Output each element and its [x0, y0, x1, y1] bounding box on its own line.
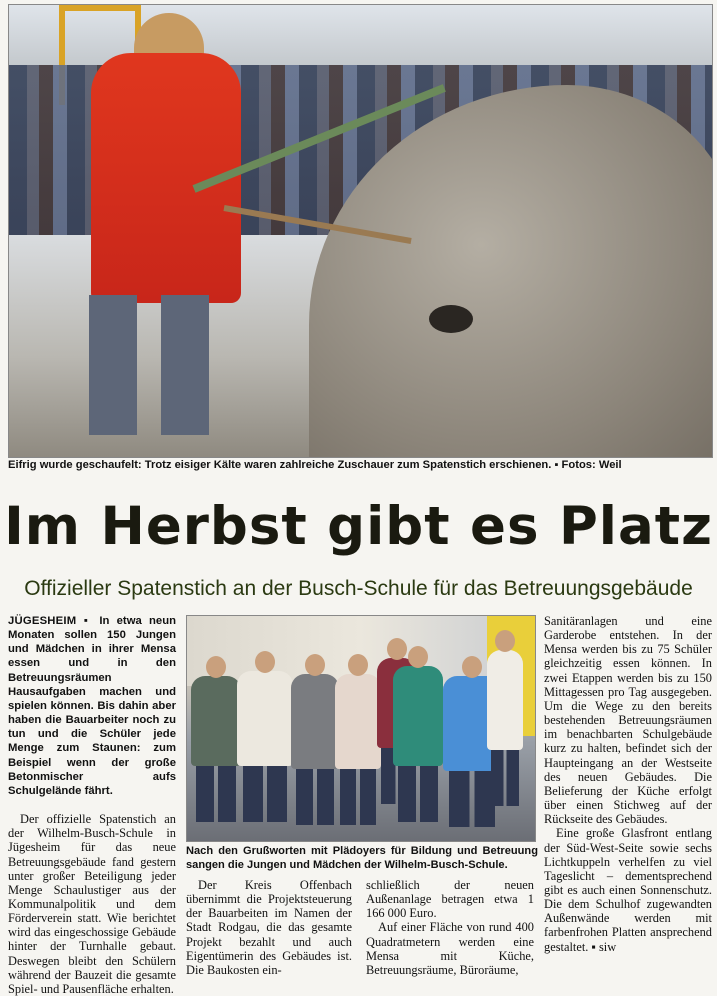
photo-caption: Eifrig wurde geschaufelt: Trotz eisiger Kälte waren zahlreiche Zuschauer zum Spatenstich erschienen. ▪ Fotos: Weil	[8, 459, 622, 471]
headline: Im Herbst gibt es Platz	[4, 496, 713, 557]
paragraph: Auf einer Fläche von rund 400 Quadratmetern werden eine Mensa mit Küche, Betreuungsräume, Büroräume,	[366, 920, 534, 977]
subheadline: Offizieller Spatenstich an der Busch-Schule für das Betreuungsgebäude	[24, 577, 693, 600]
article-lead	[8, 614, 176, 798]
paragraph: Der offizielle Spatenstich an der Wilhelm-Busch-Schule in Jügesheim für das neue Betreuungsgebäude fand gestern unter großer Beteiligung jeder Menge Schaulustiger aus der Kommunalpolitik und dem Förderverein statt. Wie berichtet wird das eingeschossige Gebäude hinter der Turnhalle gebaut. Deswegen bleibt den Schülern während der Bauzeit die gesamte Spiel- und Pausenfläche erhalten.	[8, 812, 176, 996]
article-column-3	[366, 878, 534, 977]
lead-text: In etwa neun Monaten sollen 150 Jungen und Mädchen in ihrer Mensa essen und in den Betreuungsräumen Hausaufgaben machen und spielen können. Bis dahin aber haben die Bauarbeiter noch zu tun und die Schüler jede Menge zum Staunen: zum Beispiel wenn der große Betonmischer aufs Schulgelände fährt.	[8, 615, 176, 797]
article-column-4	[544, 614, 712, 954]
article-column-1	[8, 614, 176, 996]
article-column-2	[186, 878, 352, 977]
ground-breaking-photo	[8, 4, 713, 458]
paragraph: schließlich der neuen Außenanlage betragen etwa 1 166 000 Euro.	[366, 878, 534, 921]
paragraph: Sanitäranlagen und eine Garderobe entstehen. In der Mensa werden bis zu 75 Schüler gleichzeitig essen können. In zwei Etappen werden bis zu 150 Mittagessen pro Tag ausgegeben. Um die Wege zu den bereits bestehenden Betreuungsräumen im benachbarten Schulgebäude kurz zu halten, befindet sich der Haupteingang an der Westseite des neuen Gebäudes. Die Belieferung der Küche erfolgt über einen Stichweg auf der Rückseite des Gebäudes.	[544, 614, 712, 827]
children-singing-photo	[186, 615, 536, 842]
paragraph: Eine große Glasfront entlang der Süd-West-Seite sowie sechs Lichtkuppeln verhelfen zu viel Tageslicht – dementsprechend gibt es auch einen Sonnenschutz. Die dem Schulhof zugewandten Außenwände werden mit farbenfrohen Platten ansprechend gestaltet. ▪ siw	[544, 826, 712, 954]
paragraph: Der Kreis Offenbach übernimmt die Projektsteuerung der Bauarbeiten im Namen der Stadt Rodgau, die das gesamte Projekt bezahlt und auch Eigentümerin des Gebäudes ist. Die Baukosten ein-	[186, 878, 352, 977]
dateline: JÜGESHEIM ▪	[8, 615, 93, 627]
photo-caption: Nach den Grußworten mit Plädoyers für Bildung und Betreuung sangen die Jungen und Mädchen der Wilhelm-Busch-Schule.	[186, 845, 538, 871]
